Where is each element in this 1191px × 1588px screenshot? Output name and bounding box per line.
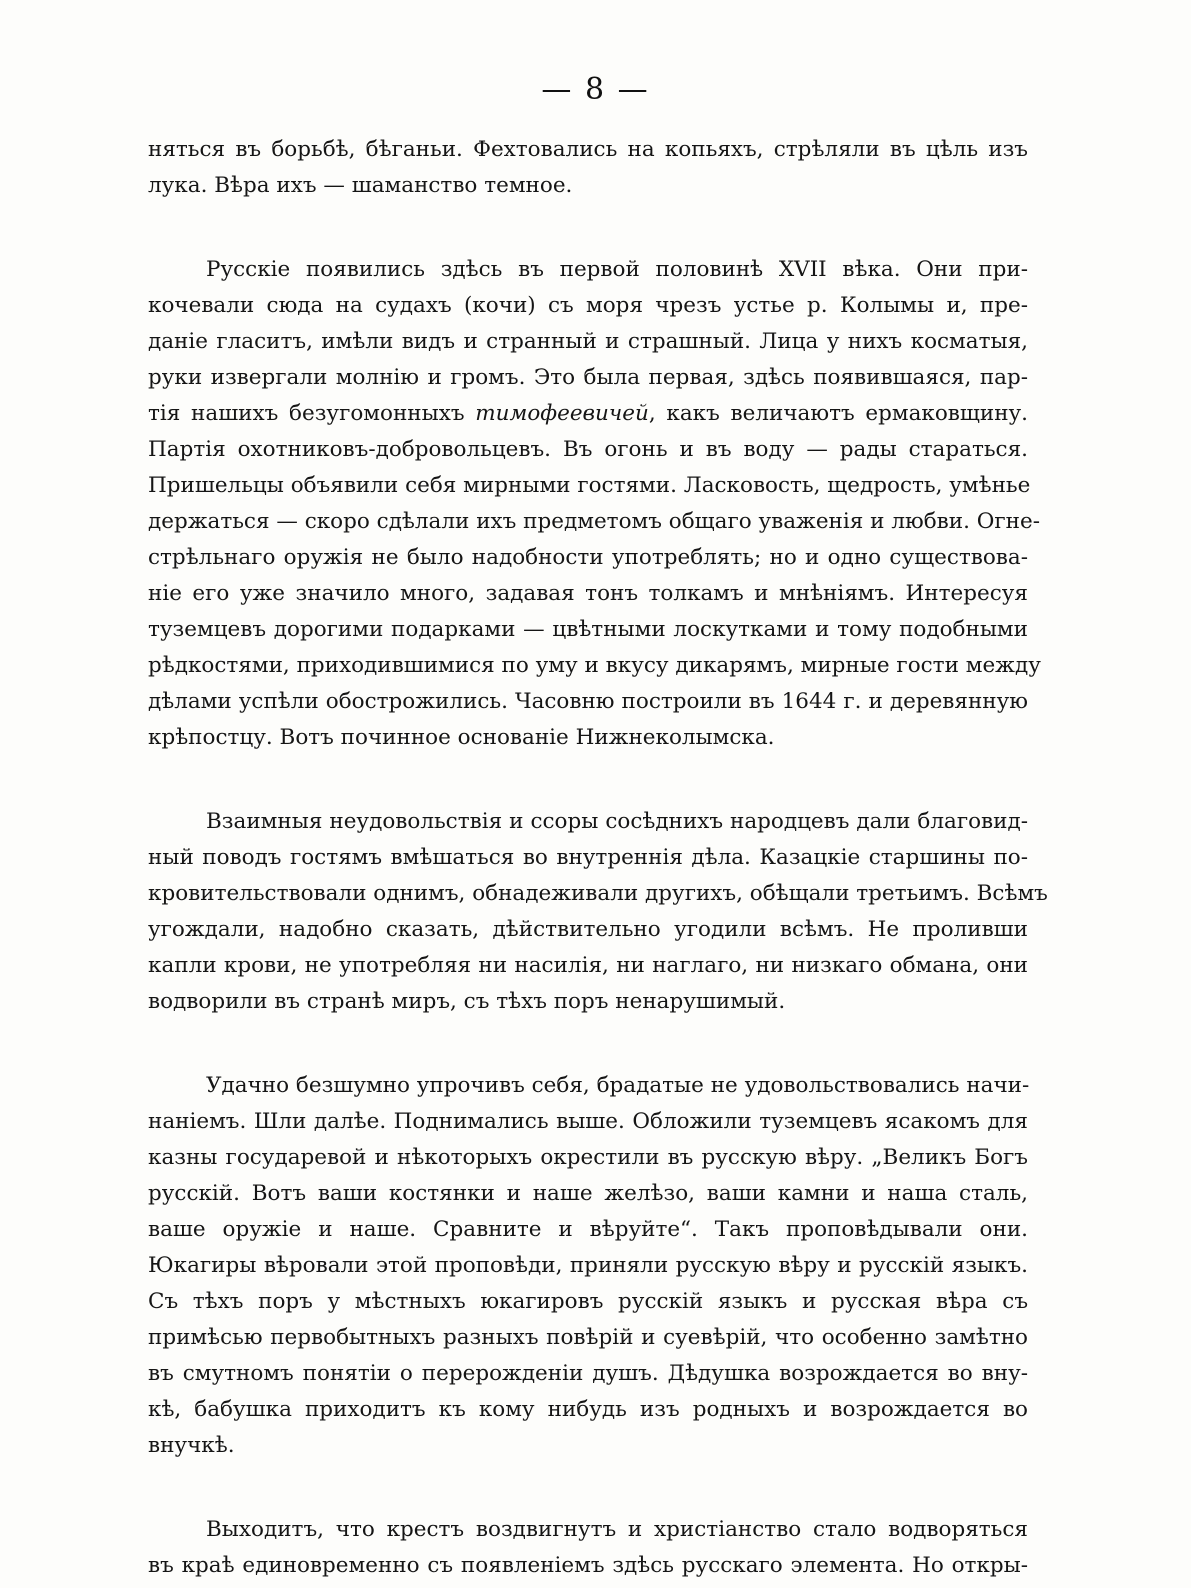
text-line: ный поводъ гостямъ вмѣшаться во внутреннія дѣла. Казацкіе старшины по- [148, 845, 1028, 870]
text-line: капли крови, не употребляя ни насилія, ни наглаго, ни низкаго обмана, они [148, 953, 1028, 978]
paragraph [148, 1068, 1028, 1464]
text-line: Русскіе появились здѣсь въ первой половинѣ XVII вѣка. Они при- [206, 257, 1028, 282]
text-line: русскій. Вотъ ваши костянки и наше желѣзо, ваши камни и наша сталь, [148, 1181, 1028, 1206]
text-line: кровительствовали однимъ, обнадеживали другихъ, обѣщали третьимъ. Всѣмъ [148, 881, 1048, 906]
text-line: Партія охотниковъ-добровольцевъ. Въ огонь и въ воду — рады стараться. [148, 437, 1028, 462]
text-line: стрѣльнаго оружія не было надобности употреблять; но и одно существова- [148, 545, 1028, 570]
text-line: ніе его уже значило много, задавая тонъ толкамъ и мнѣніямъ. Интересуя [148, 581, 1028, 606]
text-line: Съ тѣхъ поръ у мѣстныхъ юкагировъ русскій языкъ и русская вѣра съ [148, 1289, 1028, 1314]
text-line: держаться — скоро сдѣлали ихъ предметомъ общаго уваженія и любви. Огне- [148, 509, 1040, 534]
text-line: угождали, надобно сказать, дѣйствительно угодили всѣмъ. Не проливши [148, 917, 1028, 942]
text-line: кѣ, бабушка приходитъ къ кому нибудь изъ родныхъ и возрождается во [148, 1397, 1028, 1422]
text-line: водворили въ странѣ миръ, съ тѣхъ поръ ненарушимый. [148, 989, 786, 1014]
text-line: няться въ борьбѣ, бѣганьи. Фехтовались на копьяхъ, стрѣляли въ цѣль изъ [148, 137, 1028, 162]
text-line: Юкагиры вѣровали этой проповѣди, приняли русскую вѣру и русскій языкъ. [148, 1253, 1028, 1278]
text-line: Выходитъ, что крестъ воздвигнутъ и христіанство стало водворяться [206, 1517, 1028, 1542]
text-line: наніемъ. Шли далѣе. Поднимались выше. Обложили туземцевъ ясакомъ для [148, 1109, 1028, 1134]
text-line: Взаимныя неудовольствія и ссоры сосѣднихъ народцевъ дали благовид- [206, 809, 1028, 834]
text-line: въ смутномъ понятіи о перерожденіи душъ. Дѣдушка возрождается во вну- [148, 1361, 1028, 1386]
paragraph [148, 1512, 1028, 1584]
text-line: крѣпостцу. Вотъ починное основаніе Нижнеколымска. [148, 725, 775, 750]
paragraph [148, 804, 1048, 1020]
text-line: внучкѣ. [148, 1433, 235, 1458]
text-line: въ краѣ единовременно съ появленіемъ здѣсь русскаго элемента. Но откры- [148, 1553, 1028, 1578]
text-line: лука. Вѣра ихъ — шаманство темное. [148, 173, 573, 198]
page-number: — 8 — [541, 72, 650, 107]
paragraph [148, 132, 1028, 204]
text-line: тія нашихъ безугомонныхъ тимофеевичей, какъ величаютъ ермаковщину. [148, 401, 1029, 426]
paragraph [148, 252, 1041, 756]
text-line: кочевали сюда на судахъ (кочи) съ моря чрезъ устье р. Колымы и, пре- [148, 293, 1028, 318]
text-line: рѣдкостями, приходившимися по уму и вкусу дикарямъ, мирные гости между [148, 653, 1041, 678]
text-line: ваше оружіе и наше. Сравните и вѣруйте“. Такъ проповѣдывали они. [148, 1217, 1028, 1242]
text-line: руки извергали молнію и громъ. Это была первая, здѣсь появившаяся, пар- [148, 365, 1028, 390]
text-line: туземцевъ дорогими подарками — цвѣтными лоскутками и тому подобными [148, 617, 1028, 642]
body-text [148, 132, 1048, 1584]
text-line: Удачно безшумно упрочивъ себя, брадатые не удовольствовались начи- [206, 1073, 1030, 1098]
emphasized-word: тимофеевичей [475, 401, 649, 426]
text-line: примѣсью первобытныхъ разныхъ повѣрій и суевѣрій, что особенно замѣтно [148, 1325, 1028, 1350]
text-line: казны государевой и нѣкоторыхъ окрестили въ русскую вѣру. „Великъ Богъ [148, 1145, 1028, 1170]
text-line: Пришельцы объявили себя мирными гостями. Ласковость, щедрость, умѣнье [148, 473, 1031, 498]
text-line: дѣлами успѣли обострожились. Часовню построили въ 1644 г. и деревянную [148, 689, 1028, 714]
text-line: даніе гласитъ, имѣли видъ и странный и страшный. Лица у нихъ косматыя, [148, 329, 1028, 354]
